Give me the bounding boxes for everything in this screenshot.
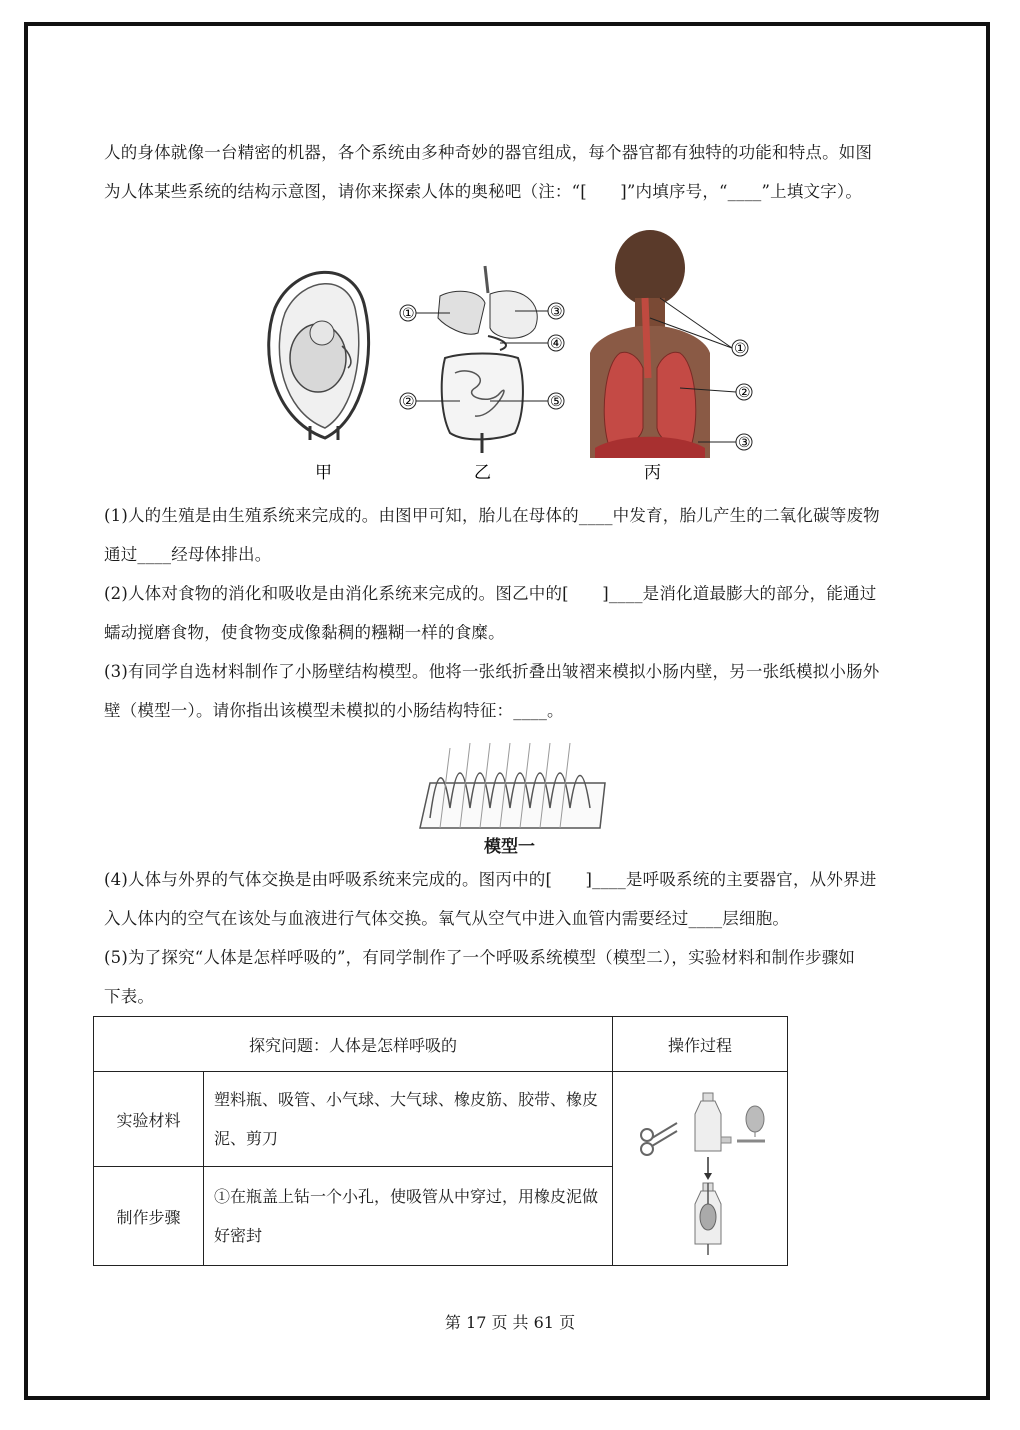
intro-line-2: 为人体某些系统的结构示意图，请你来探索人体的奥秘吧（注：“[ ]”内填序号，“____”上填文字）。 [104,182,863,201]
label-jia: 甲 [315,463,332,483]
respiratory-system-diagram [590,230,710,458]
intestine-wall-model [410,738,610,833]
yi-marker-4: ④ [550,336,563,352]
model1-label: 模型一 [484,837,535,857]
yi-marker-1: ① [402,306,415,322]
q1-line-2: 通过____经母体排出。 [104,545,272,564]
q3-line-1: (3)有同学自选材料制作了小肠壁结构模型。他将一张纸折叠出皱褶来模拟小肠内壁，另一张纸模拟小肠外 [104,662,880,681]
q2-line-2: 蠕动搅磨食物，使食物变成像黏稠的糨糊一样的食糜。 [104,623,505,642]
q2-line-1: (2)人体对食物的消化和吸收是由消化系统来完成的。图乙中的[ ]____是消化道最膨大的部分，能通过 [104,584,877,603]
assembled-bottle-icon [695,1183,721,1255]
yi-marker-5: ⑤ [550,394,563,410]
question-block-1-3 [104,496,920,730]
bing-marker-2: ② [738,385,751,401]
balloon-icon [746,1106,764,1137]
q4-line-1: (4)人体与外界的气体交换是由呼吸系统来完成的。图丙中的[ ]____是呼吸系统的主要器官，从外界进 [104,870,877,889]
q5-line-2: 下表。 [104,987,155,1006]
digestive-system-diagram [438,266,537,453]
scissors-icon [641,1123,677,1155]
row-text-materials: 塑料瓶、吸管、小气球、大气球、橡皮筋、胶带、橡皮泥、剪刀 [204,1072,613,1167]
intro-line-1: 人的身体就像一台精密的机器，各个系统由多种奇妙的器官组成，每个器官都有独特的功能和特点。如图 [104,143,873,162]
bing-marker-1: ① [734,341,747,357]
q3-line-2: 壁（模型一）。请你指出该模型未模拟的小肠结构特征：____。 [104,701,564,720]
intro-paragraph [104,133,920,211]
table-header-process: 操作过程 [613,1017,788,1072]
row-label-materials: 实验材料 [94,1072,204,1167]
bottle-model-illustration [625,1079,775,1255]
bing-marker-3: ③ [738,435,751,451]
page-footer: 第 17 页 共 61 页 [444,1313,576,1332]
process-illustration-cell [613,1072,788,1266]
row-text-steps: ①在瓶盖上钻一个小孔，使吸管从中穿过，用橡皮泥做好密封 [204,1167,613,1266]
q5-line-1: (5)为了探究“人体是怎样呼吸的”，有同学制作了一个呼吸系统模型（模型二），实验材料和制作步骤如 [104,948,856,967]
q4-line-2: 入人体内的空气在该处与血液进行气体交换。氧气从空气中进入血管内需要经过____层细胞。 [104,909,790,928]
row-label-steps: 制作步骤 [94,1167,204,1266]
q1-line-1: (1)人的生殖是由生殖系统来完成的。由图甲可知，胎儿在母体的____中发育，胎儿产生的二氧化碳等废物 [104,506,880,525]
yi-marker-3: ③ [550,304,563,320]
table-header-question: 探究问题：人体是怎样呼吸的 [94,1017,613,1072]
anatomy-figure [250,228,770,490]
plastic-bottle-icon [695,1093,721,1151]
uterus-fetus-diagram [269,272,369,440]
experiment-table [93,1016,788,1266]
label-yi: 乙 [474,463,491,483]
yi-marker-2: ② [402,394,415,410]
question-block-4-5 [104,860,920,1016]
label-bing: 丙 [644,463,661,483]
